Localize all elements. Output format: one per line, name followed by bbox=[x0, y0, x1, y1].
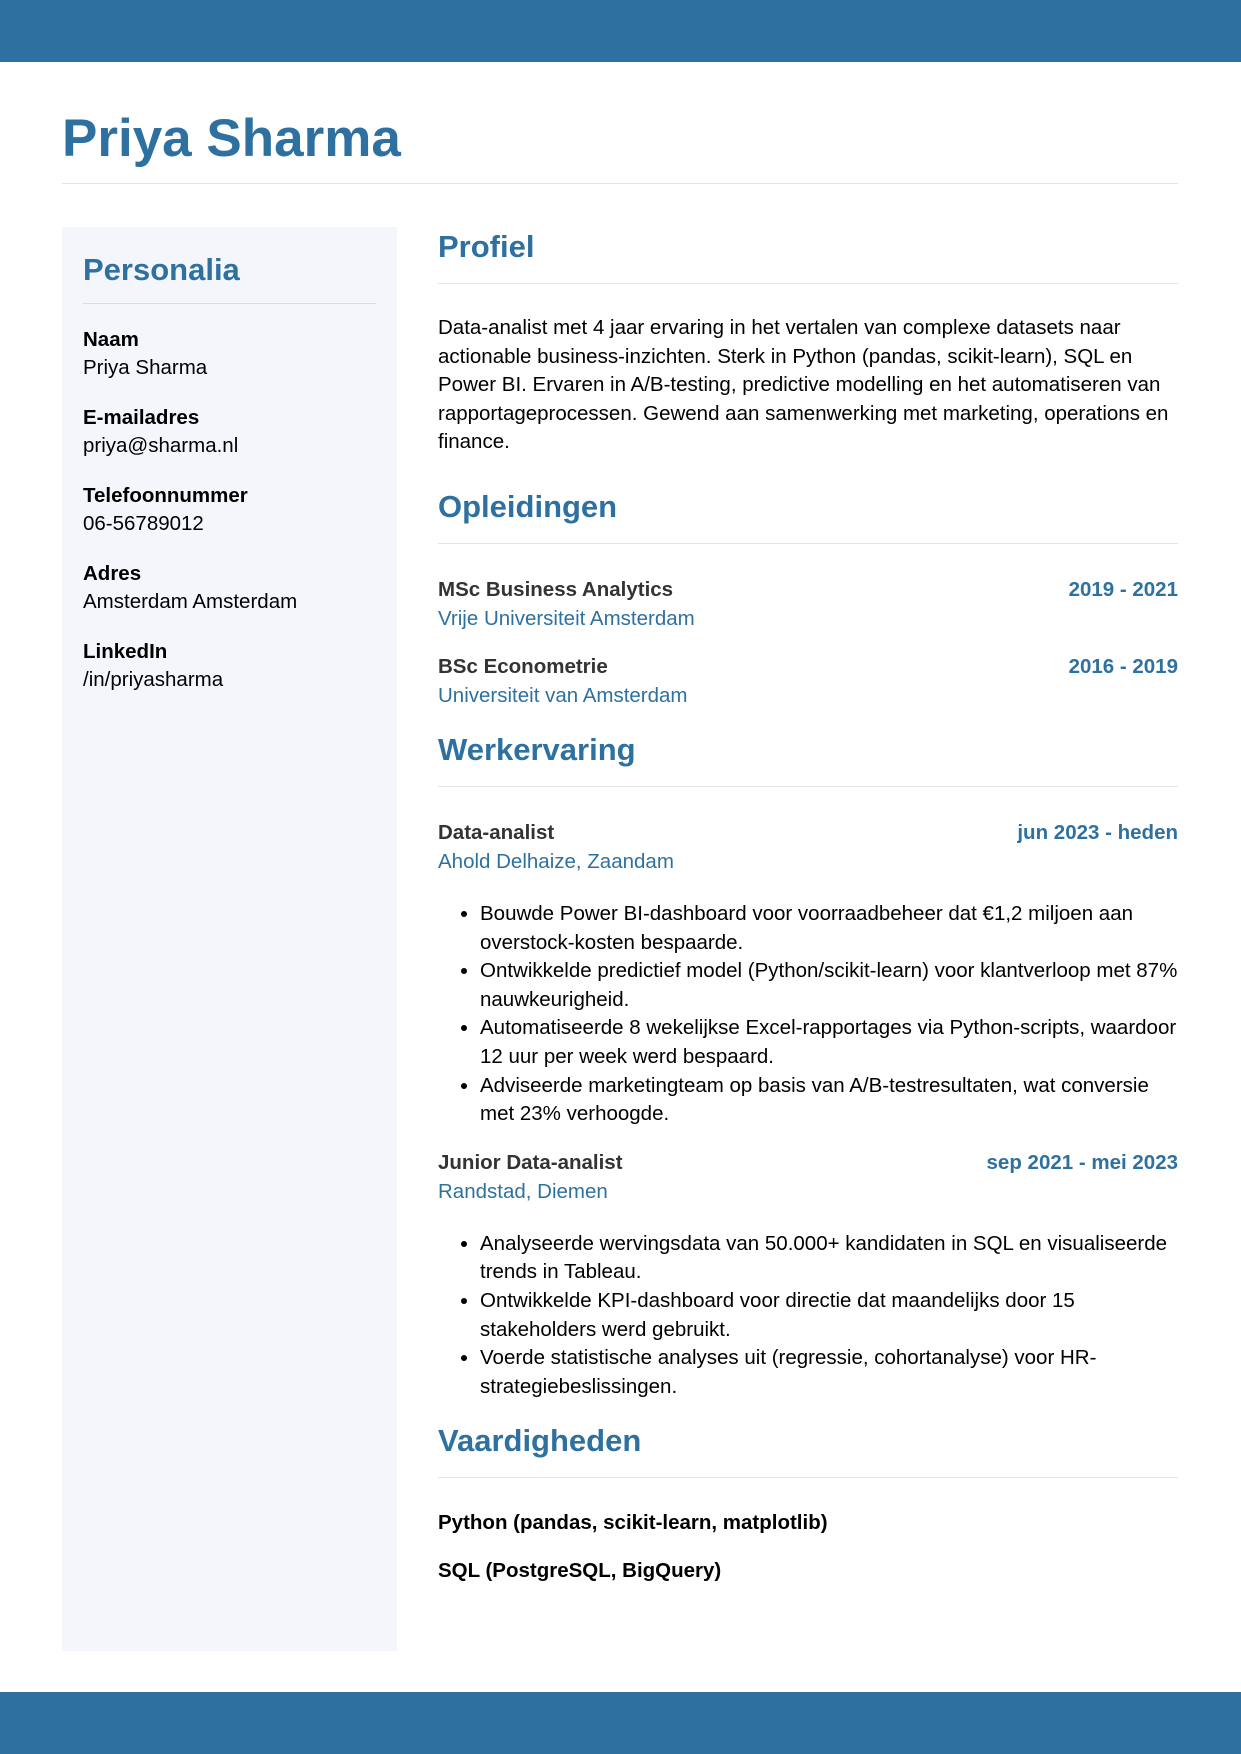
section-title: Vaardigheden bbox=[438, 1423, 642, 1459]
list-item: • Automatiseerde 8 wekelijkse Excel-rapportages via Python-scripts, waardoor 12 uur per week werd bespaard. bbox=[480, 1014, 1178, 1071]
job-entry bbox=[438, 819, 1178, 1129]
job-title: Junior Data-analist bbox=[438, 1150, 623, 1174]
list-item: • Bouwde Power BI-dashboard voor voorraadbeheer dat €1,2 miljoen aan overstock-kosten bespaarde. bbox=[480, 900, 1178, 957]
field-name bbox=[83, 326, 376, 382]
header-band bbox=[0, 0, 1241, 62]
entry-dates: 2019 - 2021 bbox=[1068, 577, 1178, 601]
sidebar-divider bbox=[83, 303, 376, 304]
field-value: /in/priyasharma bbox=[83, 668, 224, 691]
field-label: Telefoonnummer bbox=[83, 484, 248, 507]
profile-summary: Data-analist met 4 jaar ervaring in het vertalen van complexe datasets naar actionable business-inzichten. Sterk in Python (pandas, scikit-learn), SQL en Power BI. Ervaren in A/B-testing, predictive modelling en het automatiseren van rapportageprocessen. Gewend aan samenwerking met marketing, operations en finance. bbox=[438, 316, 1169, 454]
job-achievements bbox=[438, 900, 1178, 1129]
company-name: Ahold Delhaize, Zaandam bbox=[438, 849, 674, 873]
section-divider bbox=[438, 786, 1178, 787]
entry-dates: sep 2021 - mei 2023 bbox=[986, 1150, 1178, 1174]
section-divider bbox=[438, 543, 1178, 544]
entry-dates: 2016 - 2019 bbox=[1068, 654, 1178, 678]
field-label: Naam bbox=[83, 328, 139, 351]
main-content bbox=[438, 227, 1178, 1585]
school-name: Universiteit van Amsterdam bbox=[438, 683, 688, 707]
candidate-name: Priya Sharma bbox=[62, 109, 401, 168]
footer-band bbox=[0, 1692, 1241, 1754]
field-value: 06-56789012 bbox=[83, 512, 204, 535]
skill-item: SQL (PostgreSQL, BigQuery) bbox=[438, 1559, 722, 1583]
skill-item: Python (pandas, scikit-learn, matplotlib) bbox=[438, 1511, 828, 1535]
personal-details-sidebar bbox=[62, 227, 397, 1651]
field-email bbox=[83, 404, 376, 460]
field-label: E-mailadres bbox=[83, 406, 200, 429]
education-section bbox=[438, 487, 1178, 710]
field-label: Adres bbox=[83, 562, 142, 585]
school-name: Vrije Universiteit Amsterdam bbox=[438, 606, 695, 630]
education-entry bbox=[438, 576, 1178, 633]
skills-section bbox=[438, 1421, 1178, 1585]
section-title: Opleidingen bbox=[438, 488, 618, 524]
job-achievements bbox=[438, 1230, 1178, 1402]
list-item: • Adviseerde marketingteam op basis van A/B-testresultaten, wat conversie met 23% verhoogde. bbox=[480, 1072, 1178, 1129]
job-entry bbox=[438, 1149, 1178, 1402]
experience-section bbox=[438, 730, 1178, 1401]
entry-dates: jun 2023 - heden bbox=[1017, 820, 1178, 844]
profile-section bbox=[438, 227, 1178, 457]
field-linkedin bbox=[83, 638, 376, 694]
list-item: • Ontwikkelde predictief model (Python/scikit-learn) voor klantverloop met 87% nauwkeurigheid. bbox=[480, 957, 1178, 1014]
degree-title: MSc Business Analytics bbox=[438, 577, 674, 601]
field-value: Amsterdam Amsterdam bbox=[83, 590, 298, 613]
degree-title: BSc Econometrie bbox=[438, 654, 608, 678]
section-divider bbox=[438, 283, 1178, 284]
field-value: priya@sharma.nl bbox=[83, 434, 239, 457]
field-address bbox=[83, 560, 376, 616]
sidebar-title: Personalia bbox=[83, 252, 240, 287]
header-divider bbox=[62, 183, 1178, 184]
company-name: Randstad, Diemen bbox=[438, 1179, 608, 1203]
job-title: Data-analist bbox=[438, 820, 555, 844]
list-item: • Voerde statistische analyses uit (regressie, cohortanalyse) voor HR-strategiebeslissingen. bbox=[480, 1344, 1178, 1401]
education-entry bbox=[438, 653, 1178, 710]
list-item: • Ontwikkelde KPI-dashboard voor directie dat maandelijks door 15 stakeholders werd gebruikt. bbox=[480, 1287, 1178, 1344]
field-label: LinkedIn bbox=[83, 640, 168, 663]
field-value: Priya Sharma bbox=[83, 356, 208, 379]
list-item: • Analyseerde wervingsdata van 50.000+ kandidaten in SQL en visualiseerde trends in Tableau. bbox=[480, 1230, 1178, 1287]
section-title: Profiel bbox=[438, 229, 535, 264]
section-divider bbox=[438, 1477, 1178, 1478]
field-phone bbox=[83, 482, 376, 538]
section-title: Werkervaring bbox=[438, 731, 636, 767]
